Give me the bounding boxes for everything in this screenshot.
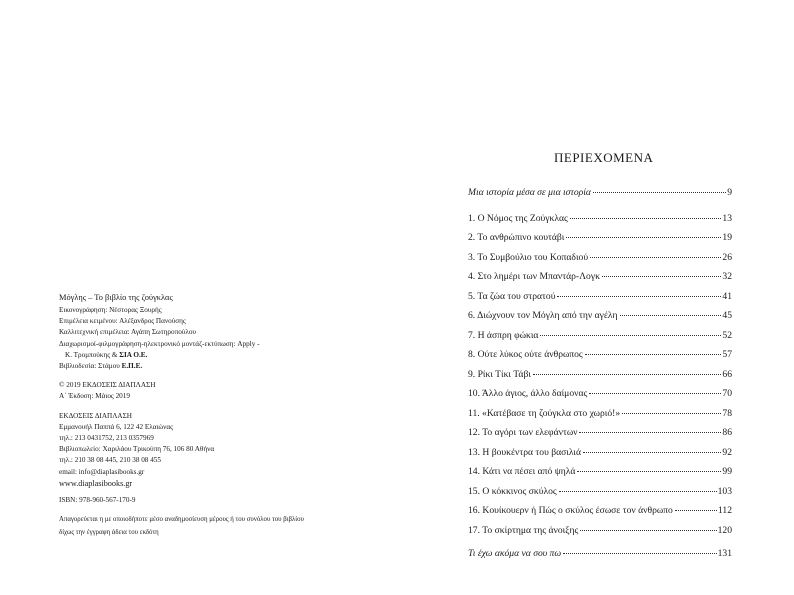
toc-leader-dots [675, 510, 717, 511]
toc-entry-page: 131 [717, 548, 732, 559]
toc-entry-title: 10. Άλλο άγιος, άλλο δαίμονας [468, 388, 588, 399]
toc-entry-title: 5. Τα ζώα του στρατού [468, 290, 556, 302]
toc-entry-page: 66 [722, 368, 732, 380]
credit-printing-cont [59, 350, 359, 361]
credit-binding-bold: Ε.Π.Ε. [121, 362, 143, 371]
toc-chapter-entry [468, 213, 732, 233]
publisher-address: Εμμανουήλ Παππά 6, 122 42 Ελαιώνας [59, 422, 173, 431]
toc-chapter-entry [468, 408, 732, 428]
toc-entry-page: 99 [722, 466, 732, 477]
toc-entry-title: 6. Διώχνουν τον Μόγλη από την αγέλη [468, 310, 618, 321]
copyright: © 2019 ΕΚΔΟΣΕΙΣ ΔΙΑΠΛΑΣΗ [59, 381, 156, 390]
toc-entry-title: 16. Κουίκουερν ή Πώς ο σκύλος έσωσε τον άνθρωπο [468, 505, 673, 516]
toc-chapter-entry [468, 330, 732, 350]
toc-leader-dots [602, 276, 721, 277]
credit-printing: Διαχωρισμοί-φιλμογράφηση-ηλεκτρονικό μοντάζ-εκτύπωση: Apply - [59, 339, 260, 348]
toc-entry-page: 26 [722, 251, 732, 263]
toc-entry-page: 52 [722, 329, 732, 341]
toc-chapter-list [468, 213, 732, 545]
toc-leader-dots [593, 192, 726, 193]
credit-art-direction: Καλλιτεχνική επιμέλεια: Αγάπη Σωτηροπούλου [59, 328, 196, 337]
publisher-website: www.diaplasibooks.gr [59, 478, 133, 488]
toc-entry-title: 14. Κάτι να πέσει από ψηλά [468, 466, 576, 477]
toc-leader-dots [590, 257, 721, 258]
toc-entry-page: 103 [717, 485, 732, 497]
toc-chapter-entry [468, 466, 732, 486]
contents-heading: ΠΕΡΙΕΧΟΜΕΝΑ [554, 150, 654, 165]
toc-leader-dots [566, 237, 721, 238]
toc-entry-page: 112 [717, 505, 732, 516]
toc-chapter-entry [468, 525, 732, 545]
toc-chapter-entry [468, 232, 732, 252]
toc-chapter-entry [468, 486, 732, 506]
toc-outro-entry [468, 548, 732, 568]
toc-leader-dots [585, 354, 722, 355]
toc-entry-page: 78 [722, 407, 732, 419]
credit-printing-cont-text: Κ. Τρομπούκης & [65, 350, 120, 359]
toc-entry-page: 45 [722, 310, 732, 321]
credit-binding-text: Βιβλιοδεσία: Στάμου [59, 362, 122, 371]
toc-entry-title: 1. Ο Νόμος της Ζούγκλας [468, 212, 568, 224]
copyright-notice-line1: Απαγορεύεται η με οποιοδήποτε μέσο αναδημοσίευση μέρους ή του συνόλου του βιβλίου [59, 516, 304, 524]
publisher-phone: τηλ.: 213 0431752, 213 0357969 [59, 434, 154, 443]
toc-leader-dots [580, 530, 716, 531]
right-page [397, 0, 794, 595]
toc-leader-dots [620, 315, 722, 316]
toc-entry-title: 7. Η άσπρη φώκια [468, 329, 539, 341]
bookstore-address: Βιβλιοπωλείο: Χαριλάου Τρικούπη 76, 106 80 Αθήνα [59, 445, 215, 454]
toc-entry-title: 2. Το ανθρώπινο κουτάβι [468, 232, 565, 243]
credit-illustration: Εικονογράφηση: Νέστορας Ξουρής [59, 306, 162, 314]
toc-intro-entry [468, 187, 732, 207]
toc-chapter-entry [468, 291, 732, 311]
toc-entry-title: Τι έχω ακόμα να σου πω [468, 548, 562, 559]
edition: Α΄ Έκδοση: Μάιος 2019 [59, 392, 130, 401]
toc-leader-dots [540, 335, 721, 336]
toc-entry-title: 8. Ούτε λύκος ούτε άνθρωπος [468, 349, 583, 360]
toc-leader-dots [557, 296, 721, 297]
toc-entry-page: 13 [722, 212, 732, 224]
toc-chapter-entry [468, 271, 732, 291]
toc-entry-page: 120 [717, 524, 732, 536]
publisher-email: email: info@diaplasibooks.gr [59, 467, 145, 476]
toc-chapter-entry [468, 369, 732, 389]
toc-entry-page: 9 [727, 187, 732, 198]
toc-leader-dots [622, 413, 721, 414]
toc-entry-title: 17. Το σκίρτημα της άνοιξης [468, 524, 579, 536]
toc-chapter-entry [468, 505, 732, 525]
toc-leader-dots [559, 491, 717, 492]
colophon [59, 292, 359, 539]
toc-chapter-entry [468, 427, 732, 447]
toc-leader-dots [533, 374, 721, 375]
toc-entry-page: 70 [722, 388, 732, 399]
toc-entry-title: 12. Το αγόρι των ελεφάντων [468, 427, 578, 438]
toc-entry-page: 92 [722, 446, 732, 458]
toc-entry-title: 9. Ρίκι Τίκι Τάβι [468, 368, 531, 380]
book-title: Μόγλης – Το βιβλίο της ζούγκλας [59, 293, 173, 302]
credit-binding [59, 361, 359, 372]
toc-leader-dots [570, 218, 722, 219]
toc-entry-title: Μια ιστορία μέσα σε μια ιστορία [468, 187, 591, 198]
toc-leader-dots [577, 471, 721, 472]
table-of-contents [468, 187, 732, 568]
toc-entry-page: 41 [722, 290, 732, 302]
toc-entry-title: 4. Στο λημέρι των Μπαντάρ-Λογκ [468, 271, 600, 282]
toc-entry-title: 11. «Κατέβασε τη ζούγκλα στο χωριό!» [468, 407, 621, 419]
credit-printing-cont-bold: ΣΙΑ Ο.Ε. [119, 350, 148, 359]
isbn: ISBN: 978-960-567-170-9 [59, 495, 136, 504]
toc-chapter-entry [468, 447, 732, 467]
toc-entry-title: 3. Το Συμβούλιο του Κοπαδιού [468, 251, 589, 263]
publisher-name: ΕΚΔΟΣΕΙΣ ΔΙΑΠΛΑΣΗ [59, 411, 132, 420]
copyright-notice-line2: δίχως την έγγραφη άδεια του εκδότη [59, 528, 159, 536]
toc-chapter-entry [468, 388, 732, 408]
toc-leader-dots [579, 432, 721, 433]
toc-entry-page: 86 [722, 427, 732, 438]
toc-entry-title: 15. Ο κόκκινος σκύλος [468, 485, 557, 497]
toc-leader-dots [589, 393, 721, 394]
toc-chapter-entry [468, 310, 732, 330]
toc-entry-page: 19 [722, 232, 732, 243]
bookstore-phone: τηλ.: 210 38 08 445, 210 38 08 455 [59, 456, 161, 465]
toc-chapter-entry [468, 252, 732, 272]
credit-text-editing: Επιμέλεια κειμένου: Αλέξανδρος Πανούσης [59, 317, 186, 326]
toc-entry-title: 13. Η βουκέντρα του βασιλιά [468, 446, 582, 458]
toc-entry-page: 57 [722, 349, 732, 360]
toc-chapter-entry [468, 349, 732, 369]
toc-leader-dots [583, 452, 721, 453]
toc-leader-dots [563, 553, 716, 554]
toc-entry-page: 32 [722, 271, 732, 282]
